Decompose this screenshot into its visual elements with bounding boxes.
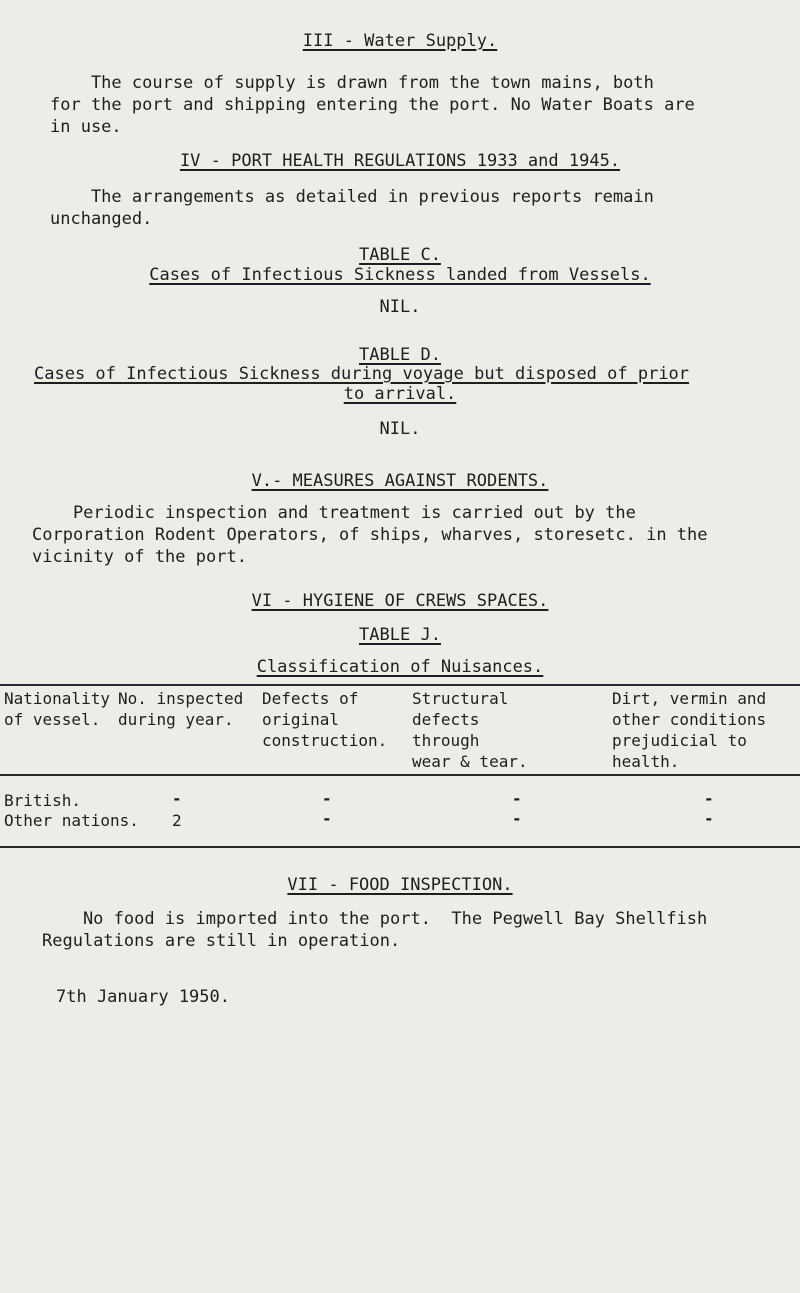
row-nationality: British.	[4, 791, 82, 810]
row-original: -	[322, 809, 332, 828]
section-4-line-1: The arrangements as detailed in previous reports remain	[50, 187, 654, 207]
table-c-title: Cases of Infectious Sickness landed from Vessels.	[149, 265, 651, 285]
section-3-line-3: in use.	[50, 117, 122, 137]
section-5-line-3: vicinity of the port.	[32, 547, 247, 567]
table-c-label: TABLE C.	[359, 245, 441, 265]
table-j-title: Classification of Nuisances.	[256, 657, 544, 677]
section-5-heading: V.- MEASURES AGAINST RODENTS.	[251, 471, 549, 491]
section-3-heading: III - Water Supply.	[302, 31, 498, 51]
header-nationality: Nationality of vessel.	[4, 689, 110, 729]
table-top-rule	[0, 684, 800, 686]
header-dirt-vermin: Dirt, vermin and other conditions prejudicial to health.	[612, 689, 767, 771]
table-bottom-rule	[0, 846, 800, 848]
table-header-rule	[0, 774, 800, 776]
section-7-line-1: No food is imported into the port. The Pegwell Bay Shellfish	[42, 909, 708, 929]
row-structural: -	[512, 809, 522, 828]
row-nationality: Other nations.	[4, 811, 139, 830]
section-3-line-2: for the port and shipping entering the port. No Water Boats are	[50, 95, 695, 115]
row-dirt: -	[704, 809, 714, 828]
section-7-line-2: Regulations are still in operation.	[42, 931, 401, 951]
table-d-label: TABLE D.	[359, 345, 441, 365]
table-c-value: NIL.	[379, 297, 421, 317]
section-5-line-1: Periodic inspection and treatment is carried out by the	[32, 503, 636, 523]
row-structural: -	[512, 789, 522, 808]
section-4-line-2: unchanged.	[50, 209, 153, 229]
header-structural-defects: Structural defects through wear & tear.	[412, 689, 528, 771]
table-d-title-line-2: to arrival.	[343, 384, 457, 404]
header-inspected: No. inspected during year.	[118, 689, 244, 729]
row-inspected: -	[172, 789, 182, 808]
section-6-heading: VI - HYGIENE OF CREWS SPACES.	[251, 591, 549, 611]
table-d-title-line-1: Cases of Infectious Sickness during voyage but disposed of prior	[34, 364, 690, 384]
table-d-value: NIL.	[379, 419, 421, 439]
table-j-label: TABLE J.	[359, 625, 441, 645]
document-date: 7th January 1950.	[56, 987, 230, 1007]
section-5-line-2: Corporation Rodent Operators, of ships, wharves, storesetc. in the	[32, 525, 708, 545]
section-4-heading: IV - PORT HEALTH REGULATIONS 1933 and 1945.	[179, 151, 621, 171]
section-7-heading: VII - FOOD INSPECTION.	[287, 875, 513, 895]
row-original: -	[322, 789, 332, 808]
header-original-defects: Defects of original construction.	[262, 689, 388, 750]
section-3-line-1: The course of supply is drawn from the town mains, both	[50, 73, 654, 93]
row-inspected: 2	[172, 811, 182, 830]
row-dirt: -	[704, 789, 714, 808]
